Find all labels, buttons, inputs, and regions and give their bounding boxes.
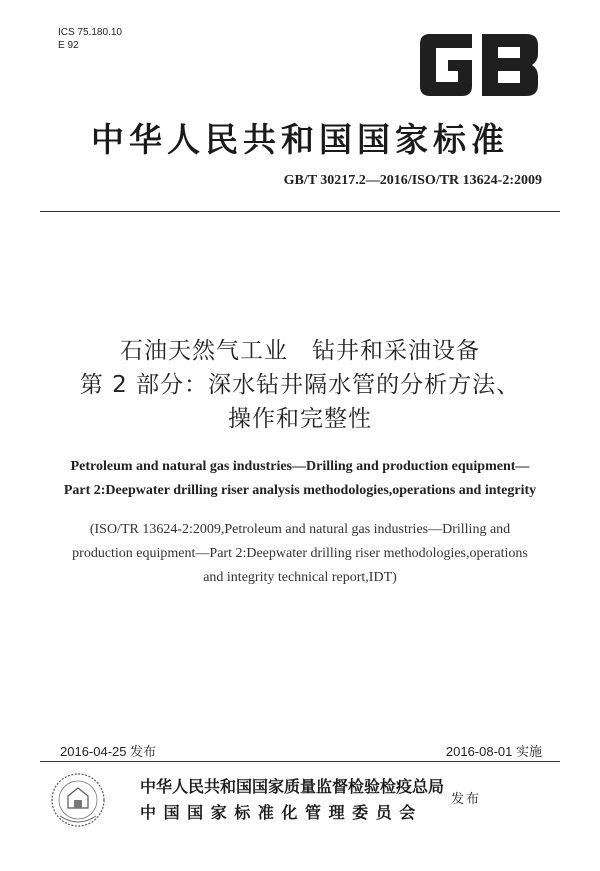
top-divider [40,211,560,212]
en-title-line-1: Petroleum and natural gas industries—Drilling and production equipment— [70,459,530,474]
publisher-seal-icon [50,772,106,828]
classification-codes [58,26,122,52]
bottom-divider [40,761,560,762]
ics-code: ICS 75.180.10 [58,27,122,38]
zh-title-line-1: 石油天然气工业 钻井和采油设备 [120,338,480,364]
effective-date: 2016-08-01 实施 [445,744,542,759]
standard-code: GB/T 30217.2—2016/ISO/TR 13624-2:2009 [283,173,542,188]
publisher-org-1: 中华人民共和国国家质量监督检验检疫总局 [140,777,445,796]
reference-line-3: and integrity technical report,IDT) [203,570,397,585]
reference-line-2: production equipment—Part 2:Deepwater drilling riser methodologies,operations [72,546,528,561]
zh-title-line-3: 操作和完整性 [228,406,372,432]
publisher-org-2: 中 国 国 家 标 准 化 管 理 委 员 会 [140,803,417,822]
issue-date: 2016-04-25 发布 [60,744,157,759]
gb-logo [414,30,544,100]
ccs-code: E 92 [58,40,79,51]
standard-title: 中华人民共和国国家标准 [91,120,509,159]
en-title-line-2: Part 2:Deepwater drilling riser analysis methodologies,operations and integrity [63,483,537,498]
publish-verb: 发布 [451,792,482,807]
reference-line-1: (ISO/TR 13624-2:2009,Petroleum and natural gas industries—Drilling and [89,522,511,537]
zh-title-line-2: 第 2 部分：深水钻井隔水管的分析方法、 [79,372,521,398]
